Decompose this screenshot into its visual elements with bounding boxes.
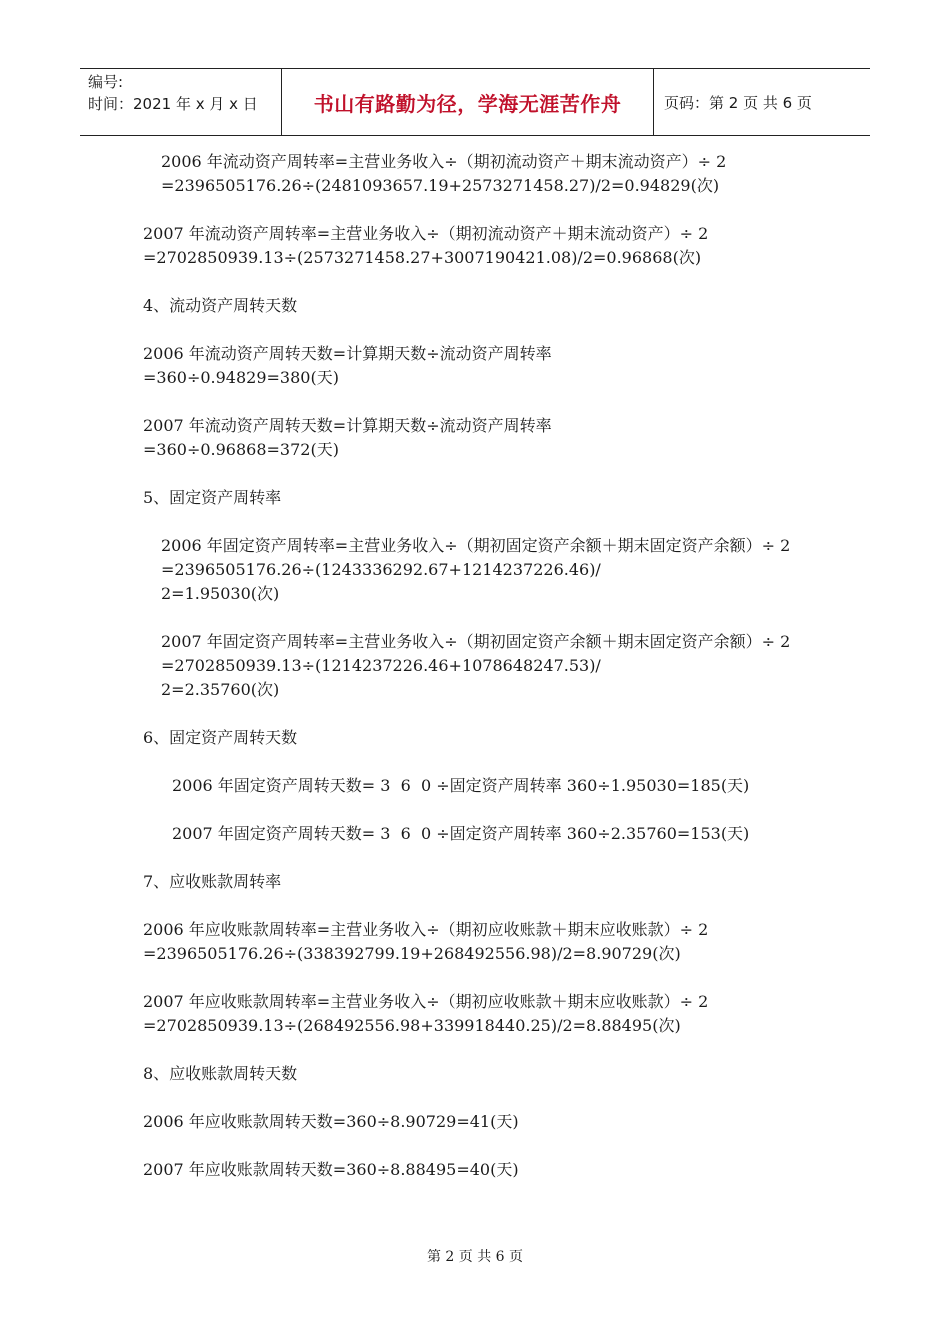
- body-paragraph: 2006 年固定资产周转天数= 3 6 0 ÷固定资产周转率 360÷1.95030=185(天): [172, 776, 750, 795]
- document-body: [143, 150, 803, 1206]
- body-paragraph: 2007 年应收账款周转天数=360÷8.88495=40(天): [143, 1160, 519, 1179]
- body-paragraph: 8、应收账款周转天数: [143, 1064, 298, 1083]
- document-header: [80, 68, 870, 136]
- document-number-label: 编号:: [88, 73, 124, 91]
- body-paragraph: 2007 年固定资产周转率=主营业务收入÷（期初固定资产余额＋期末固定资产余额）÷ 2 =2702850939.13÷(1214237226.46+1078648247.53)/ 2=2.35760(次): [161, 632, 791, 699]
- document-date-label: 时间：2021 年 x 月 x 日: [88, 95, 258, 113]
- header-meta: [80, 69, 282, 135]
- body-paragraph: 2006 年固定资产周转率=主营业务收入÷（期初固定资产余额＋期末固定资产余额）÷ 2 =2396505176.26÷(1243336292.67+1214237226.46)/ 2=1.95030(次): [161, 536, 791, 603]
- body-paragraph: 2007 年流动资产周转率=主营业务收入÷（期初流动资产＋期末流动资产）÷ 2 =2702850939.13÷(2573271458.27+3007190421.08)/2=0.96868(次): [143, 224, 714, 267]
- body-paragraph: 2006 年流动资产周转天数=计算期天数÷流动资产周转率 =360÷0.94829=380(天): [143, 344, 552, 387]
- body-paragraph: 2006 年流动资产周转率=主营业务收入÷（期初流动资产＋期末流动资产）÷ 2 =2396505176.26÷(2481093657.19+2573271458.27)/2=0.94829(次): [161, 152, 732, 195]
- body-paragraph: 2007 年流动资产周转天数=计算期天数÷流动资产周转率 =360÷0.96868=372(天): [143, 416, 552, 459]
- body-paragraph: 2007 年固定资产周转天数= 3 6 0 ÷固定资产周转率 360÷2.35760=153(天): [172, 824, 750, 843]
- body-paragraph: 2006 年应收账款周转天数=360÷8.90729=41(天): [143, 1112, 519, 1131]
- body-paragraph: 2006 年应收账款周转率=主营业务收入÷（期初应收账款＋期末应收账款）÷ 2 =2396505176.26÷(338392799.19+268492556.98)/2=8.90729(次): [143, 920, 714, 963]
- body-paragraph: 5、固定资产周转率: [143, 488, 282, 507]
- page-footer: 第 2 页 共 6 页: [426, 1249, 524, 1265]
- header-page-label: 页码：第 2 页 共 6 页: [664, 93, 812, 112]
- body-paragraph: 4、流动资产周转天数: [143, 296, 298, 315]
- body-paragraph: 7、应收账款周转率: [143, 872, 282, 891]
- header-motto: 书山有路勤为径，学海无涯苦作舟: [282, 69, 654, 135]
- body-paragraph: 2007 年应收账款周转率=主营业务收入÷（期初应收账款＋期末应收账款）÷ 2 =2702850939.13÷(268492556.98+339918440.25)/2=8.88495(次): [143, 992, 714, 1035]
- body-paragraph: 6、固定资产周转天数: [143, 728, 298, 747]
